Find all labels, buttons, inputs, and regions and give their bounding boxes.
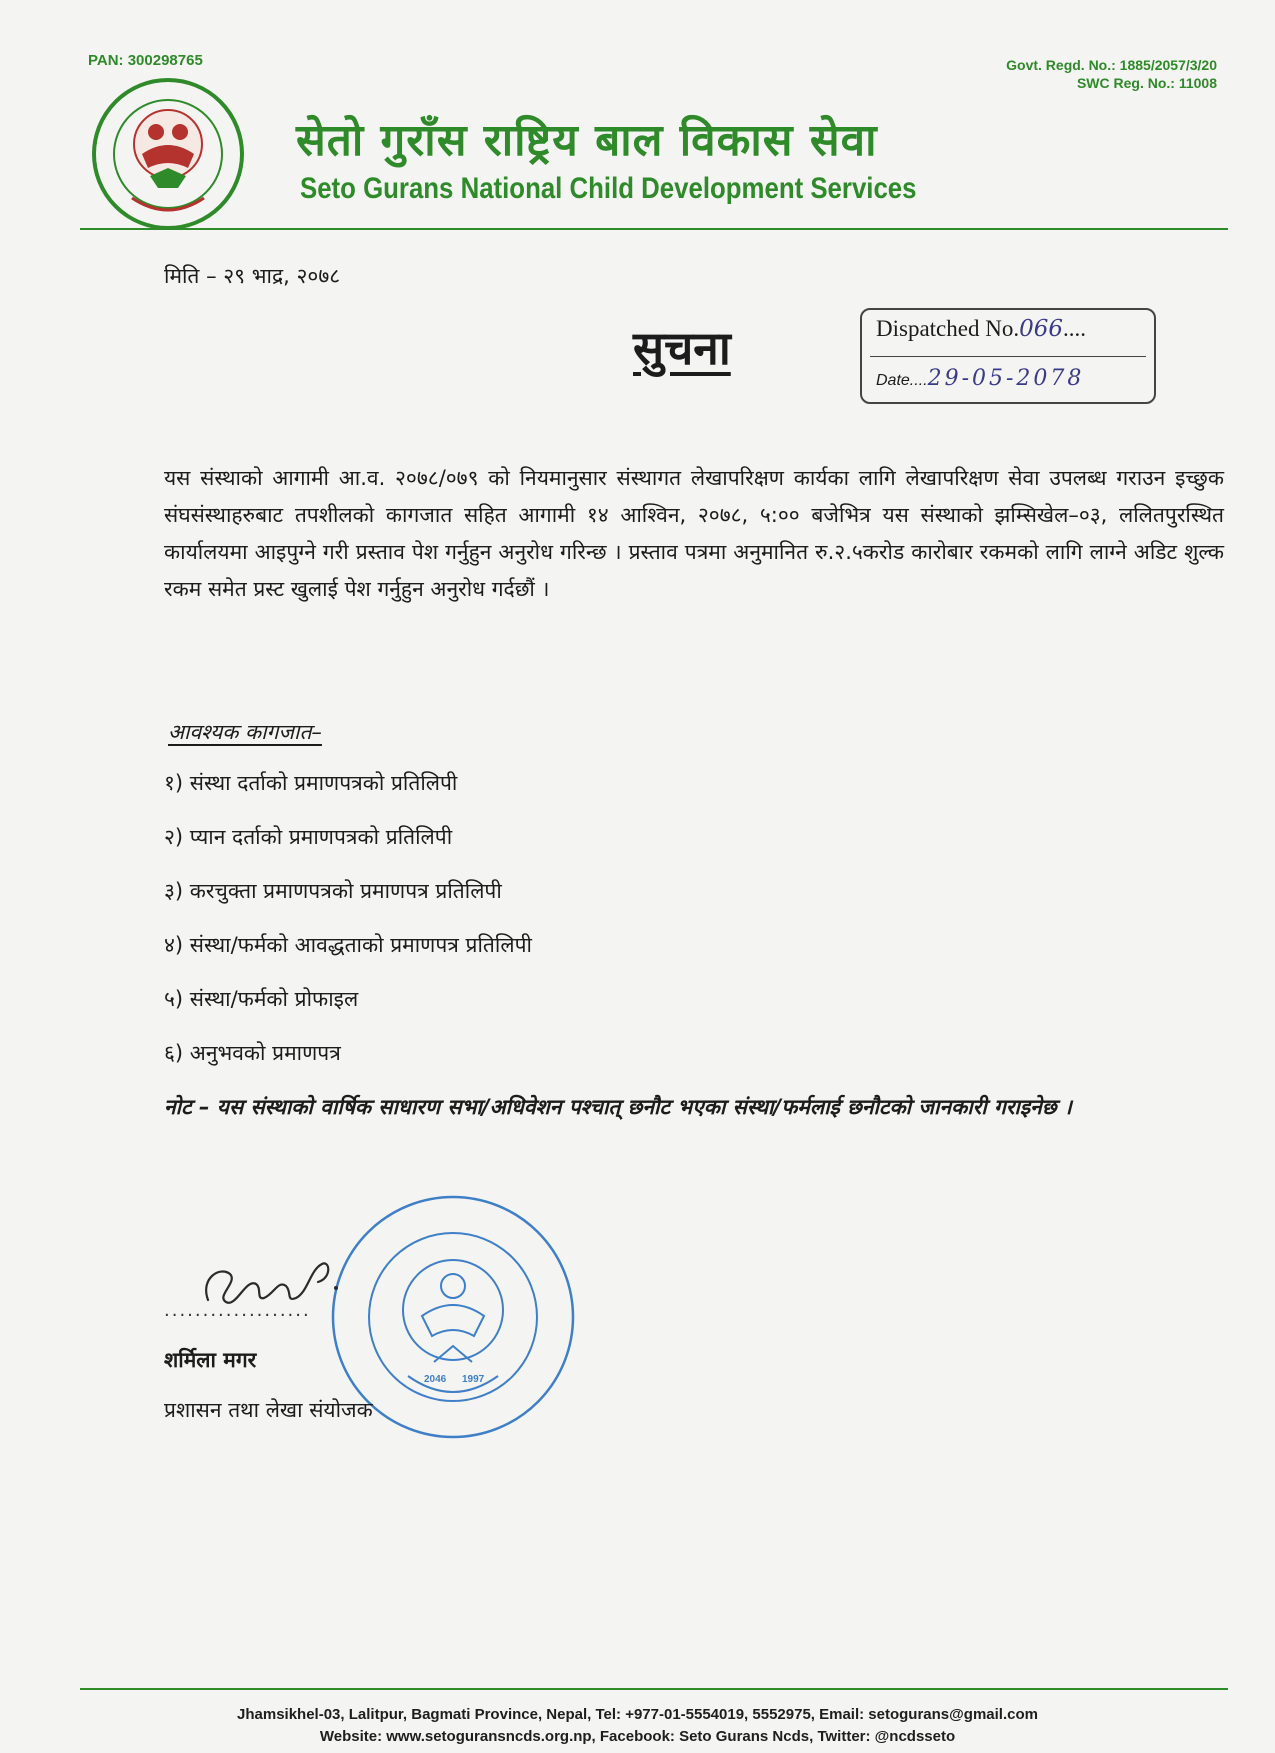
notice-body: यस संस्थाको आगामी आ.व. २०७८/०७९ को नियमानुसार संस्थागत लेखापरिक्षण कार्यका लागि लेखापरिक्षण सेवा उपलब्ध गराउन इच्छुक संघसंस्थाहरुबाट तपशीलको कागजात सहित आगामी १४ आश्विन, २०७८, ५:०० बजेभित्र यस संस्थाको झम्सिखेल–०३, ललितपुरस्थित कार्यालयमा आइपुग्ने गरी प्रस्ताव पेश गर्नुहुन अनुरोध गरिन्छ । प्रस्ताव पत्रमा अनुमानित रु.२.५करोड कारोबार रकमको लागि लाग्ने अडिट शुल्क रकम समेत प्रस्ट खुलाई पेश गर्नुहुन अनुरोध गर्दछौं । <box>164 466 1224 601</box>
list-item: ४) संस्था/फर्मको आवद्धताको प्रमाणपत्र प्रतिलिपी <box>164 933 532 957</box>
dispatch-date-value: 29-05-2078 <box>927 366 1085 391</box>
list-item: २) प्यान दर्ताको प्रमाणपत्रको प्रतिलिपी <box>164 825 453 849</box>
dispatch-stamp <box>860 308 1156 404</box>
notice-date: मिति – २९ भाद्र, २०७८ <box>164 264 341 288</box>
org-name-nepali: सेतो गुराँस राष्ट्रिय बाल विकास सेवा <box>296 115 878 166</box>
footer-address: Jhamsikhel-03, Lalitpur, Bagmati Province, Nepal, Tel: +977-01-5554019, 5552975, Email: setogurans@gmail.com <box>237 1706 1038 1723</box>
pan-number: PAN: 300298765 <box>88 52 203 69</box>
swc-reg-number: SWC Reg. No.: 11008 <box>1076 75 1217 91</box>
dispatch-number: 066 <box>1019 316 1063 342</box>
notice-note: नोट – यस संस्थाको वार्षिक साधारण सभा/अधिवेशन पश्चात् छनौट भएका संस्था/फर्मलाई छनौटको जानकारी गराइनेछ । <box>164 1095 1072 1119</box>
list-item: १) संस्था दर्ताको प्रमाणपत्रको प्रतिलिपी <box>164 771 458 795</box>
required-docs-list <box>164 768 532 1092</box>
org-name-english: Seto Gurans National Child Development Services <box>300 172 917 205</box>
svg-text:2046: 2046 <box>424 1374 447 1385</box>
signature-line: ................... <box>164 1300 311 1321</box>
footer-web: Website: www.setoguransncds.org.np, Facebook: Seto Gurans Ncds, Twitter: @ncdsseto <box>319 1728 956 1745</box>
stamp-divider <box>870 356 1146 357</box>
list-item: ६) अनुभवको प्रमाणपत्र <box>164 1041 341 1065</box>
dispatch-label: Dispatched No. <box>876 316 1020 341</box>
signatory-title: प्रशासन तथा लेखा संयोजक <box>164 1398 373 1422</box>
header-divider <box>80 228 1228 230</box>
registration-info <box>1006 56 1217 92</box>
footer-divider <box>80 1688 1228 1690</box>
footer-contact <box>0 1704 1275 1748</box>
notice-heading: सुचना <box>633 321 731 375</box>
dispatch-number-line: Dispatched No.066.... <box>876 316 1086 342</box>
svg-text:1997: 1997 <box>462 1374 485 1385</box>
dispatch-date-label: Date <box>876 372 910 389</box>
organization-logo <box>80 72 260 232</box>
required-docs-title: आवश्यक कागजात– <box>168 720 322 744</box>
signatory-name: शर्मिला मगर <box>164 1348 257 1372</box>
list-item: ३) करचुक्ता प्रमाणपत्रको प्रमाणपत्र प्रतिलिपी <box>164 879 502 903</box>
list-item: ५) संस्था/फर्मको प्रोफाइल <box>164 987 359 1011</box>
dispatch-date-line: Date....29-05-2078 <box>876 366 1085 391</box>
govt-regd-number: Govt. Regd. No.: 1885/2057/3/20 <box>1006 57 1217 73</box>
